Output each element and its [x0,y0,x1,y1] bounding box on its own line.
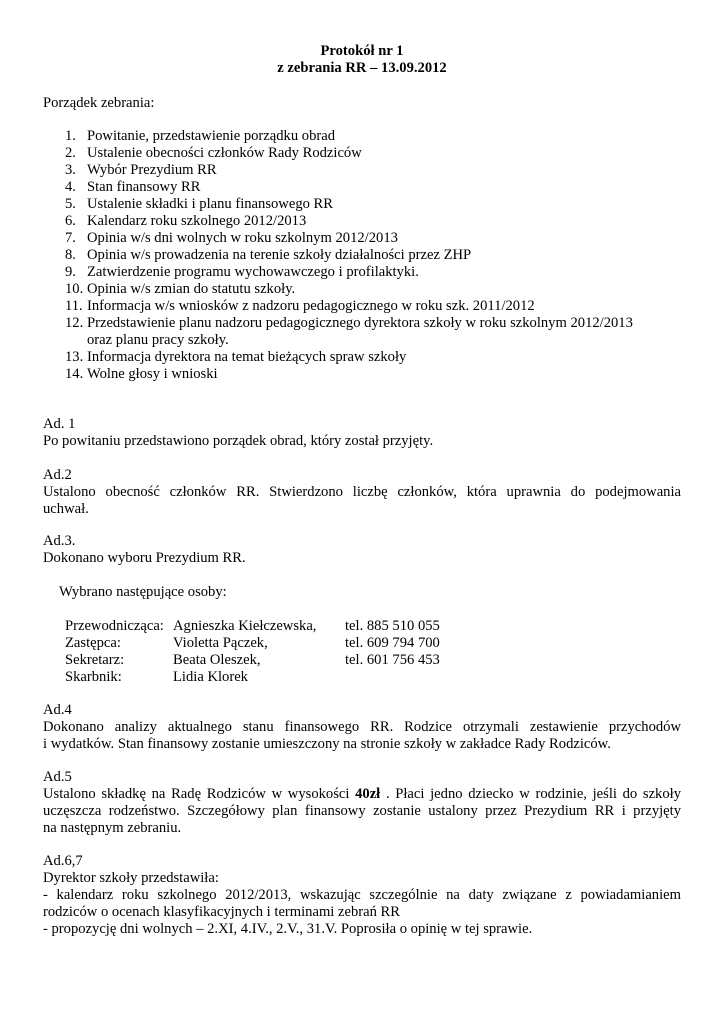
document-title: Protokół nr 1 [320,43,404,59]
section-heading-ad3: Ad.3. [43,533,76,549]
section-heading-ad4: Ad.4 [43,702,72,718]
section-text-ad4-line2: i wydatków. Stan finansowy zostanie umieszczony na stronie szkoły w zakładce Rady Rodziców. [43,736,611,752]
section-text-ad2-line1: Ustalono obecność członków RR. Stwierdzono liczbę członków, która uprawnia do podejmowania [43,484,681,500]
section-heading-ad67: Ad.6,7 [43,853,83,869]
list-item: 13. Informacja dyrektora na temat bieżących spraw szkoły [65,349,407,365]
list-item-continuation: oraz planu pracy szkoły. [87,332,229,348]
list-item: 5. Ustalenie składki i planu finansowego RR [65,196,334,212]
list-item: 7. Opinia w/s dni wolnych w roku szkolnym 2012/2013 [65,230,398,246]
section-text-ad5-line3: na następnym zebraniu. [43,820,182,836]
agenda-heading: Porządek zebrania: [43,95,155,111]
section-text-ad67-line3: rodziców o ocenach klasyfikacyjnych i terminami zebrań RR [43,904,401,920]
list-item: 10. Opinia w/s zmian do statutu szkoły. [65,281,296,297]
section-heading-ad2: Ad.2 [43,467,72,483]
document-page: Protokół nr 1 z zebrania RR – 13.09.2012 Porządek zebrania: 1. Powitanie, przedstawienie porządku obrad 2. Ustalenie obecności członków Rady Rodziców 3. Wybór Prezydium RR 4. Stan finansowy RR 5. Ustalenie składki i planu finansowego RR 6. Kalendarz roku szkolnego 2012/2013 7. Opinia w/s dni wolnych w roku szkolnym 2012/2013 8. Opinia w/s prowadzenia na terenie szkoły działalności przez ZHP 9. Zatwierdzenie programu wychowawczego i profilaktyki. 10. Opinia w/s zmian do statutu szkoły. 11. Informacja w/s wniosków z nadzoru pedagogicznego w roku szk. 2011/2012 12. Przedstawienie planu nadzoru pedagogicznego dyrektora szkoły w roku szkolnym 2012/2013 oraz planu pracy szkoły. 13. Informacja dyrektora na temat bieżących spraw szkoły 14. Wolne głosy i wnioski Ad. 1 Po powitaniu przedstawiono porządek obrad, który został przyjęty. Ad.2 Ustalono obecność członków RR. Stwierdzono liczbę członków, która uprawnia do podejmowania uchwał. Ad.3. Dokonano wyboru Prezydium RR. Wybrano następujące osoby: Przewodnicząca: Agnieszka Kiełczewska, tel. 885 510 055 Zastępca: Violetta Pączek, tel. 609 794 700 Sekretarz: Beata Oleszek, tel. 601 756 453 Skarbnik: Lidia Klorek Ad.4 Dokonano analizy aktualnego stanu finansowego RR. Rodzice otrzymali zestawienie przychodów i wydatków. Stan finansowy zostanie umieszczony na stronie szkoły w zakładce Rady Rodziców. Ad.5 Ustalono składkę na Radę Rodziców w wysokości 40zł . Płaci jedno dziecko w rodzinie, jeśli do szkoły uczęszcza rodzeństwo. Szczegółowy plan finansowy zostanie ustalony przez Prezydium RR i przyjęty na następnym zebraniu. Ad.6,7 Dyrektor szkoły przedstawiła: - kalendarz roku szkolnego 2012/2013, wskazując szczególnie na daty związane z powiadamianiem rodziców o ocenach klasyfikacyjnych i terminami zebrań RR - propozycję dni wolnych – 2.XI, 4.IV., 2.V., 31.V. Poprosiła o opinię w tej sprawie. [0,0,724,1024]
section-text-ad67-line1: Dyrektor szkoły przedstawiła: [43,870,219,886]
list-item: 9. Zatwierdzenie programu wychowawczego i profilaktyki. [65,264,419,280]
section-text-ad4-line1: Dokonano analizy aktualnego stanu finansowego RR. Rodzice otrzymali zestawienie przychodów [43,719,681,735]
list-item: 4. Stan finansowy RR [65,179,201,195]
section-text-ad1: Po powitaniu przedstawiono porządek obrad, który został przyjęty. [43,433,434,449]
section-text-ad5-line2: uczęszcza rodzeństwo. Szczegółowy plan finansowy zostanie ustalony przez Prezydium RR i przyjęty [43,803,681,819]
section-text-ad67-line4: - propozycję dni wolnych – 2.XI, 4.IV., 2.V., 31.V. Poprosiła o opinię w tej sprawie. [43,921,533,937]
section-heading-ad1: Ad. 1 [43,416,76,432]
list-item: 1. Powitanie, przedstawienie porządku obrad [65,128,336,144]
fee-amount: 40zł [355,786,381,802]
section-chosen-ad3: Wybrano następujące osoby: [59,584,227,600]
section-text-ad3: Dokonano wyboru Prezydium RR. [43,550,246,566]
section-text-ad2-line2: uchwał. [43,501,89,517]
document-subtitle: z zebrania RR – 13.09.2012 [277,60,447,76]
list-item: 11. Informacja w/s wniosków z nadzoru pedagogicznego w roku szk. 2011/2012 [65,298,535,314]
list-item: 2. Ustalenie obecności członków Rady Rodziców [65,145,362,161]
list-item: 6. Kalendarz roku szkolnego 2012/2013 [65,213,307,229]
section-text-ad5-line1: Ustalono składkę na Radę Rodziców w wysokości 40zł . Płaci jedno dziecko w rodzinie, jeśli do szkoły [43,786,681,802]
list-item: 12. Przedstawienie planu nadzoru pedagogicznego dyrektora szkoły w roku szkolnym 2012/2013 [65,315,633,331]
list-item: 8. Opinia w/s prowadzenia na terenie szkoły działalności przez ZHP [65,247,472,263]
list-item: 3. Wybór Prezydium RR [65,162,217,178]
section-heading-ad5: Ad.5 [43,769,72,785]
section-text-ad67-line2: - kalendarz roku szkolnego 2012/2013, wskazując szczególnie na daty związane z powiadamianiem [43,887,681,903]
list-item: 14. Wolne głosy i wnioski [65,366,218,382]
